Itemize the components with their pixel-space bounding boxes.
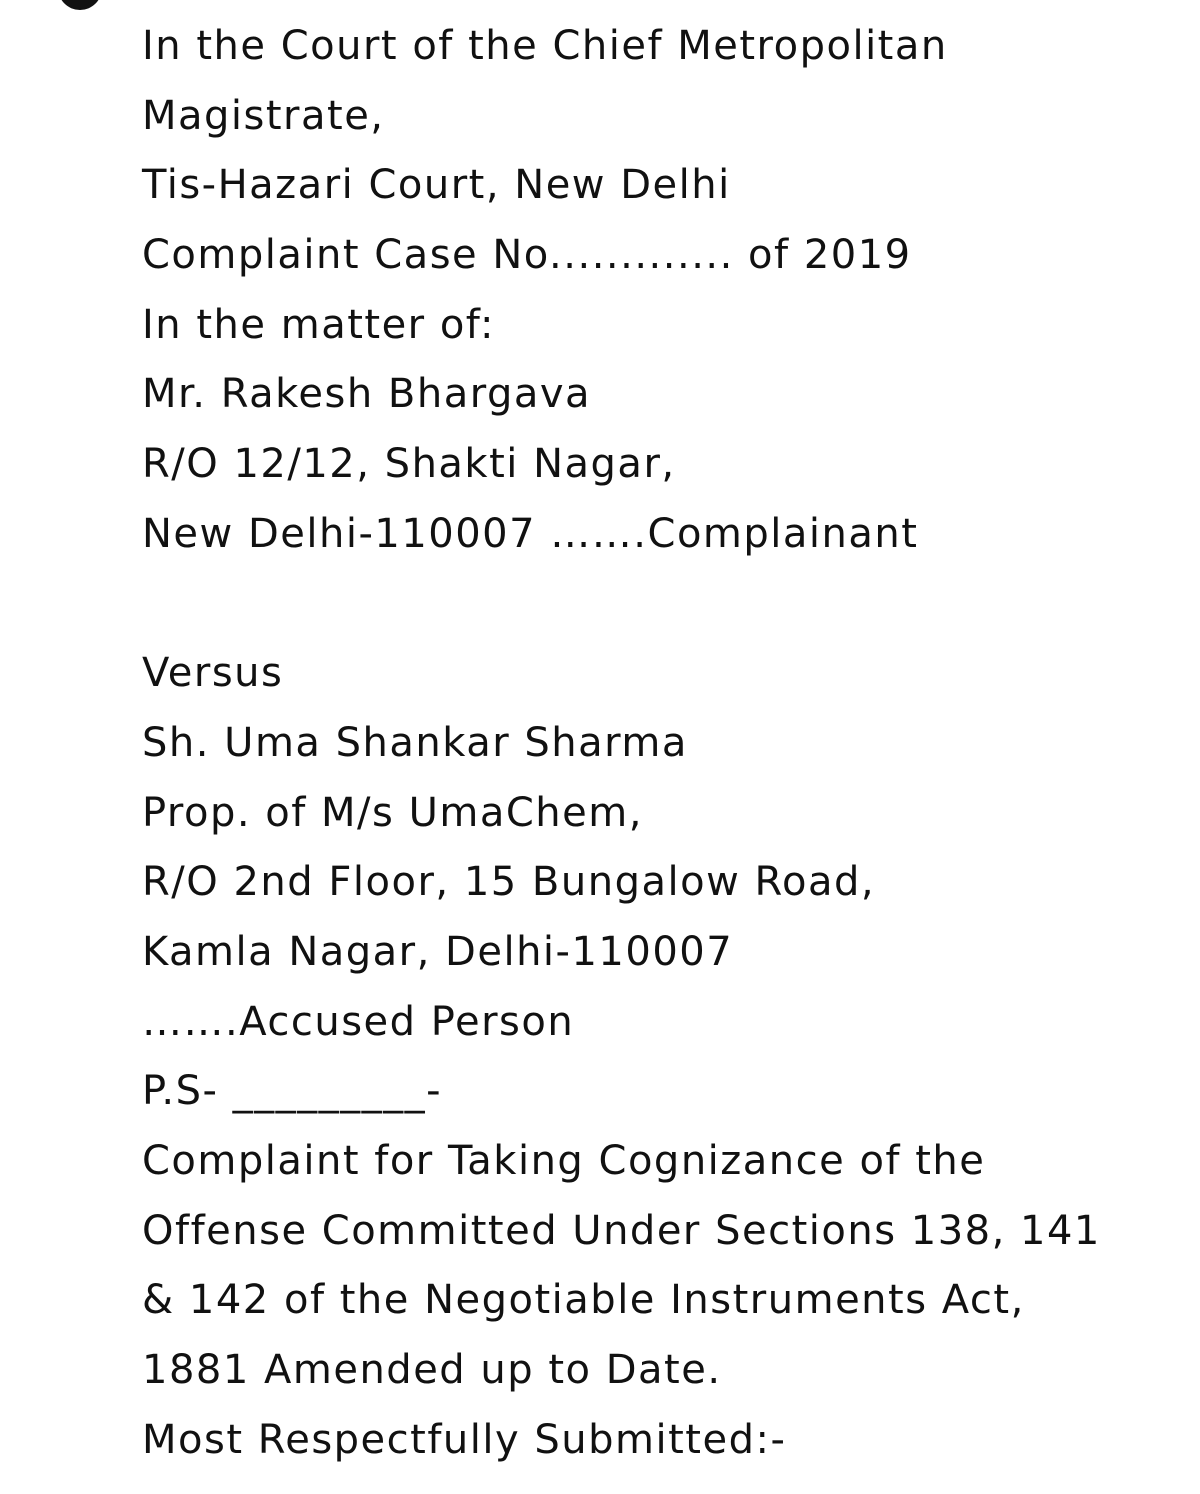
complainant-address: R/O 12/12, Shakti Nagar, [142, 441, 676, 488]
matter-intro: In the matter of: [142, 301, 495, 348]
court-line: Magistrate, [142, 92, 385, 139]
court-heading [142, 12, 1182, 360]
complainant-name: Mr. Rakesh Bhargava [142, 371, 592, 418]
accused-firm: Prop. of M/s UmaChem, [142, 789, 643, 836]
complainant-block [142, 360, 1182, 569]
closing-line: Most Respectfully Submitted:- [142, 1416, 787, 1463]
complainant-address: New Delhi-110007 …….Complainant [142, 510, 919, 557]
complaint-title [142, 1127, 1182, 1406]
court-line: In the Court of the Chief Metropolitan [142, 23, 948, 69]
complaint-title-line: Complaint for Taking Cognizance of the [142, 1138, 986, 1184]
accused-block [142, 709, 1182, 1127]
accused-address: R/O 2nd Floor, 15 Bungalow Road, [142, 859, 876, 906]
corner-mark [58, 0, 102, 10]
complaint-title-line: Offense Committed Under Sections 138, 141 [142, 1207, 1101, 1254]
accused-role: …….Accused Person [142, 998, 575, 1045]
accused-address: Kamla Nagar, Delhi-110007 [142, 928, 734, 975]
complaint-title-line: 1881 Amended up to Date. [142, 1347, 722, 1394]
complaint-title-line: & 142 of the Negotiable Instruments Act, [142, 1277, 1025, 1324]
accused-name: Sh. Uma Shankar Sharma [142, 719, 688, 766]
blank-line [142, 570, 1182, 640]
police-station: P.S- _________- [142, 1068, 443, 1115]
case-number: Complaint Case No............. of 2019 [142, 232, 912, 279]
complaint-document [142, 12, 1182, 1475]
court-location: Tis-Hazari Court, New Delhi [142, 162, 731, 209]
versus-label: Versus [142, 650, 284, 697]
